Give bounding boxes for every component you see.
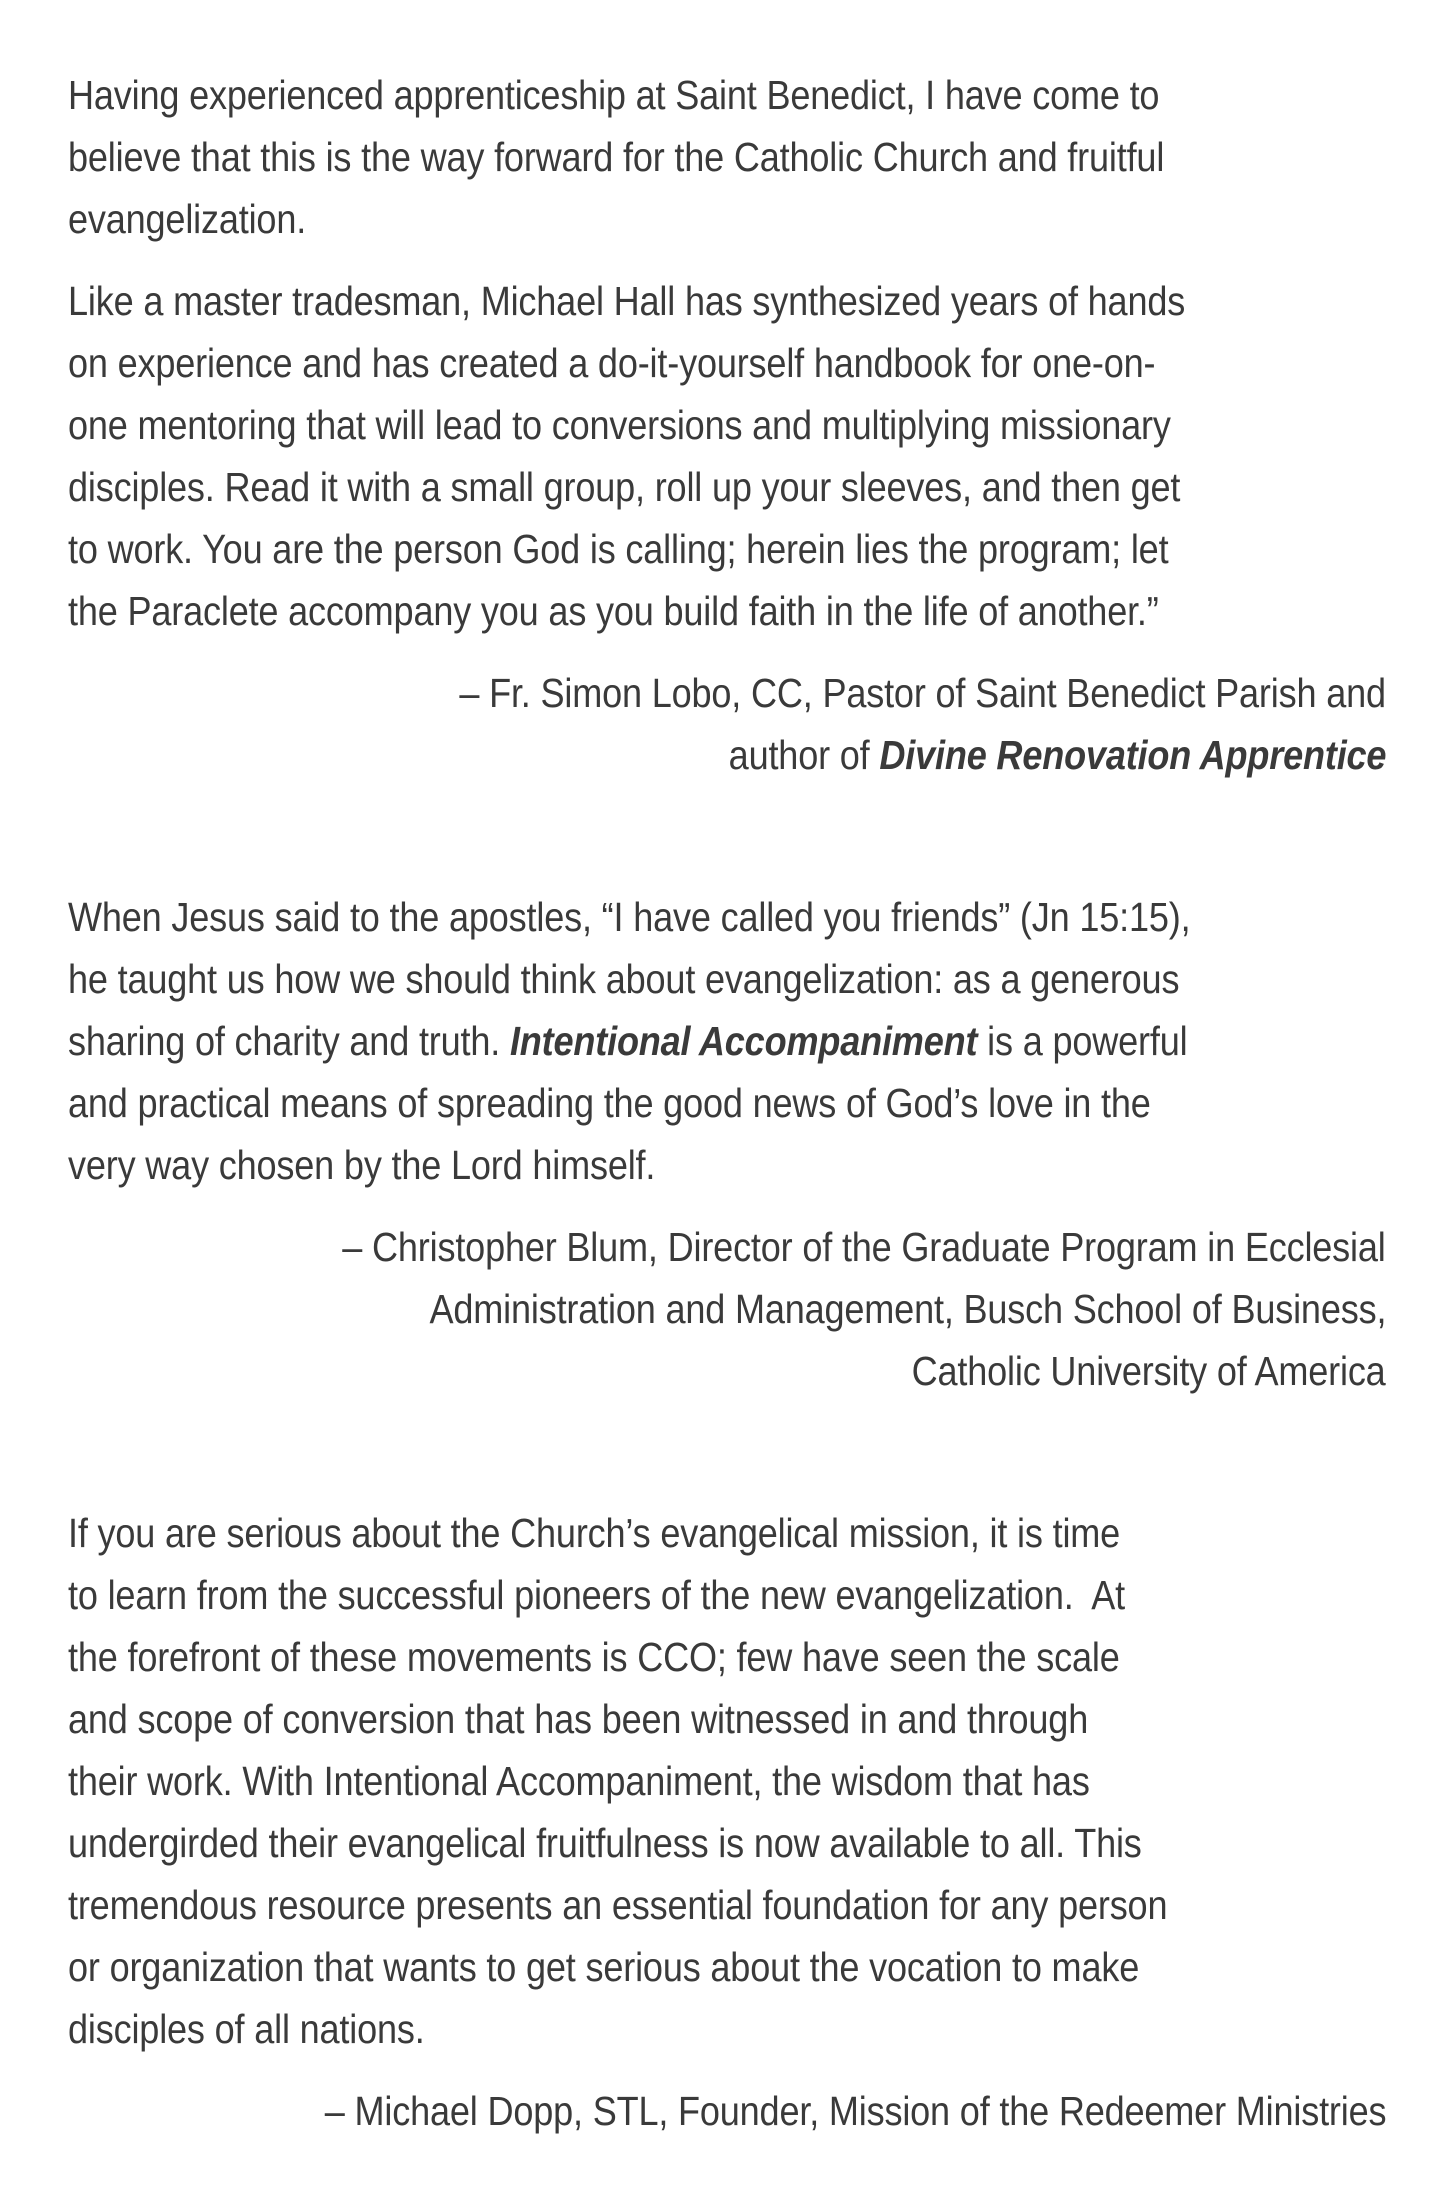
text-line: tremendous resource presents an essential foundation for any person — [68, 1882, 1168, 1928]
endorsement-attribution — [68, 662, 1386, 786]
book-title-emphasis: Divine Renovation Apprentice — [879, 732, 1386, 778]
text-line: If you are serious about the Church’s evangelical mission, it is time — [68, 1510, 1121, 1556]
section-gap — [68, 806, 1386, 886]
section-gap — [68, 1422, 1386, 1502]
text-line: Administration and Management, Busch School of Business, — [429, 1286, 1386, 1332]
text-line: Catholic University of America — [912, 1348, 1386, 1394]
text-line: – Fr. Simon Lobo, CC, Pastor of Saint Benedict Parish and — [459, 670, 1386, 716]
text-line: the forefront of these movements is CCO; few have seen the scale — [68, 1634, 1120, 1680]
endorsement-paragraph — [68, 270, 1386, 642]
text-line: very way chosen by the Lord himself. — [68, 1142, 656, 1188]
endorsement-paragraph — [68, 886, 1386, 1196]
text-line: disciples. Read it with a small group, roll up your sleeves, and then get — [68, 464, 1181, 510]
text-line: and scope of conversion that has been witnessed in and through — [68, 1696, 1089, 1742]
text-line: one mentoring that will lead to conversions and multiplying missionary — [68, 402, 1171, 448]
endorsement-attribution — [68, 2080, 1386, 2142]
text-line: Having experienced apprenticeship at Saint Benedict, I have come to — [68, 72, 1160, 118]
text-line: – Michael Dopp, STL, Founder, Mission of the Redeemer Ministries — [324, 2088, 1386, 2134]
text-line: he taught us how we should think about evangelization: as a generous — [68, 956, 1180, 1002]
text-line: Like a master tradesman, Michael Hall has synthesized years of hands — [68, 278, 1186, 324]
document-body — [68, 64, 1386, 2142]
endorsement-paragraph — [68, 1502, 1386, 2060]
endorsement-attribution — [68, 1216, 1386, 1402]
text-line: on experience and has created a do-it-yourself handbook for one-on- — [68, 340, 1156, 386]
book-title-emphasis: Intentional Accompaniment — [509, 1018, 978, 1064]
text-line: – Christopher Blum, Director of the Graduate Program in Ecclesial — [342, 1224, 1386, 1270]
text-line: or organization that wants to get serious about the vocation to make — [68, 1944, 1140, 1990]
text-line: undergirded their evangelical fruitfulness is now available to all. This — [68, 1820, 1142, 1866]
text-line: disciples of all nations. — [68, 2006, 425, 2052]
text-line: to learn from the successful pioneers of the new evangelization. At — [68, 1572, 1126, 1618]
text-line: evangelization. — [68, 196, 307, 242]
text-line: sharing of charity and truth. Intentional Accompaniment is a powerful — [68, 1018, 1188, 1064]
text-line: believe that this is the way forward for the Catholic Church and fruitful — [68, 134, 1165, 180]
text-line: their work. With Intentional Accompaniment, the wisdom that has — [68, 1758, 1090, 1804]
text-line: and practical means of spreading the good news of God’s love in the — [68, 1080, 1151, 1126]
text-line: the Paraclete accompany you as you build faith in the life of another.” — [68, 588, 1159, 634]
text-line: author of Divine Renovation Apprentice — [728, 732, 1386, 778]
endorsement-paragraph — [68, 64, 1386, 250]
text-line: When Jesus said to the apostles, “I have called you friends” (Jn 15:15), — [68, 894, 1191, 940]
text-line: to work. You are the person God is calling; herein lies the program; let — [68, 526, 1169, 572]
